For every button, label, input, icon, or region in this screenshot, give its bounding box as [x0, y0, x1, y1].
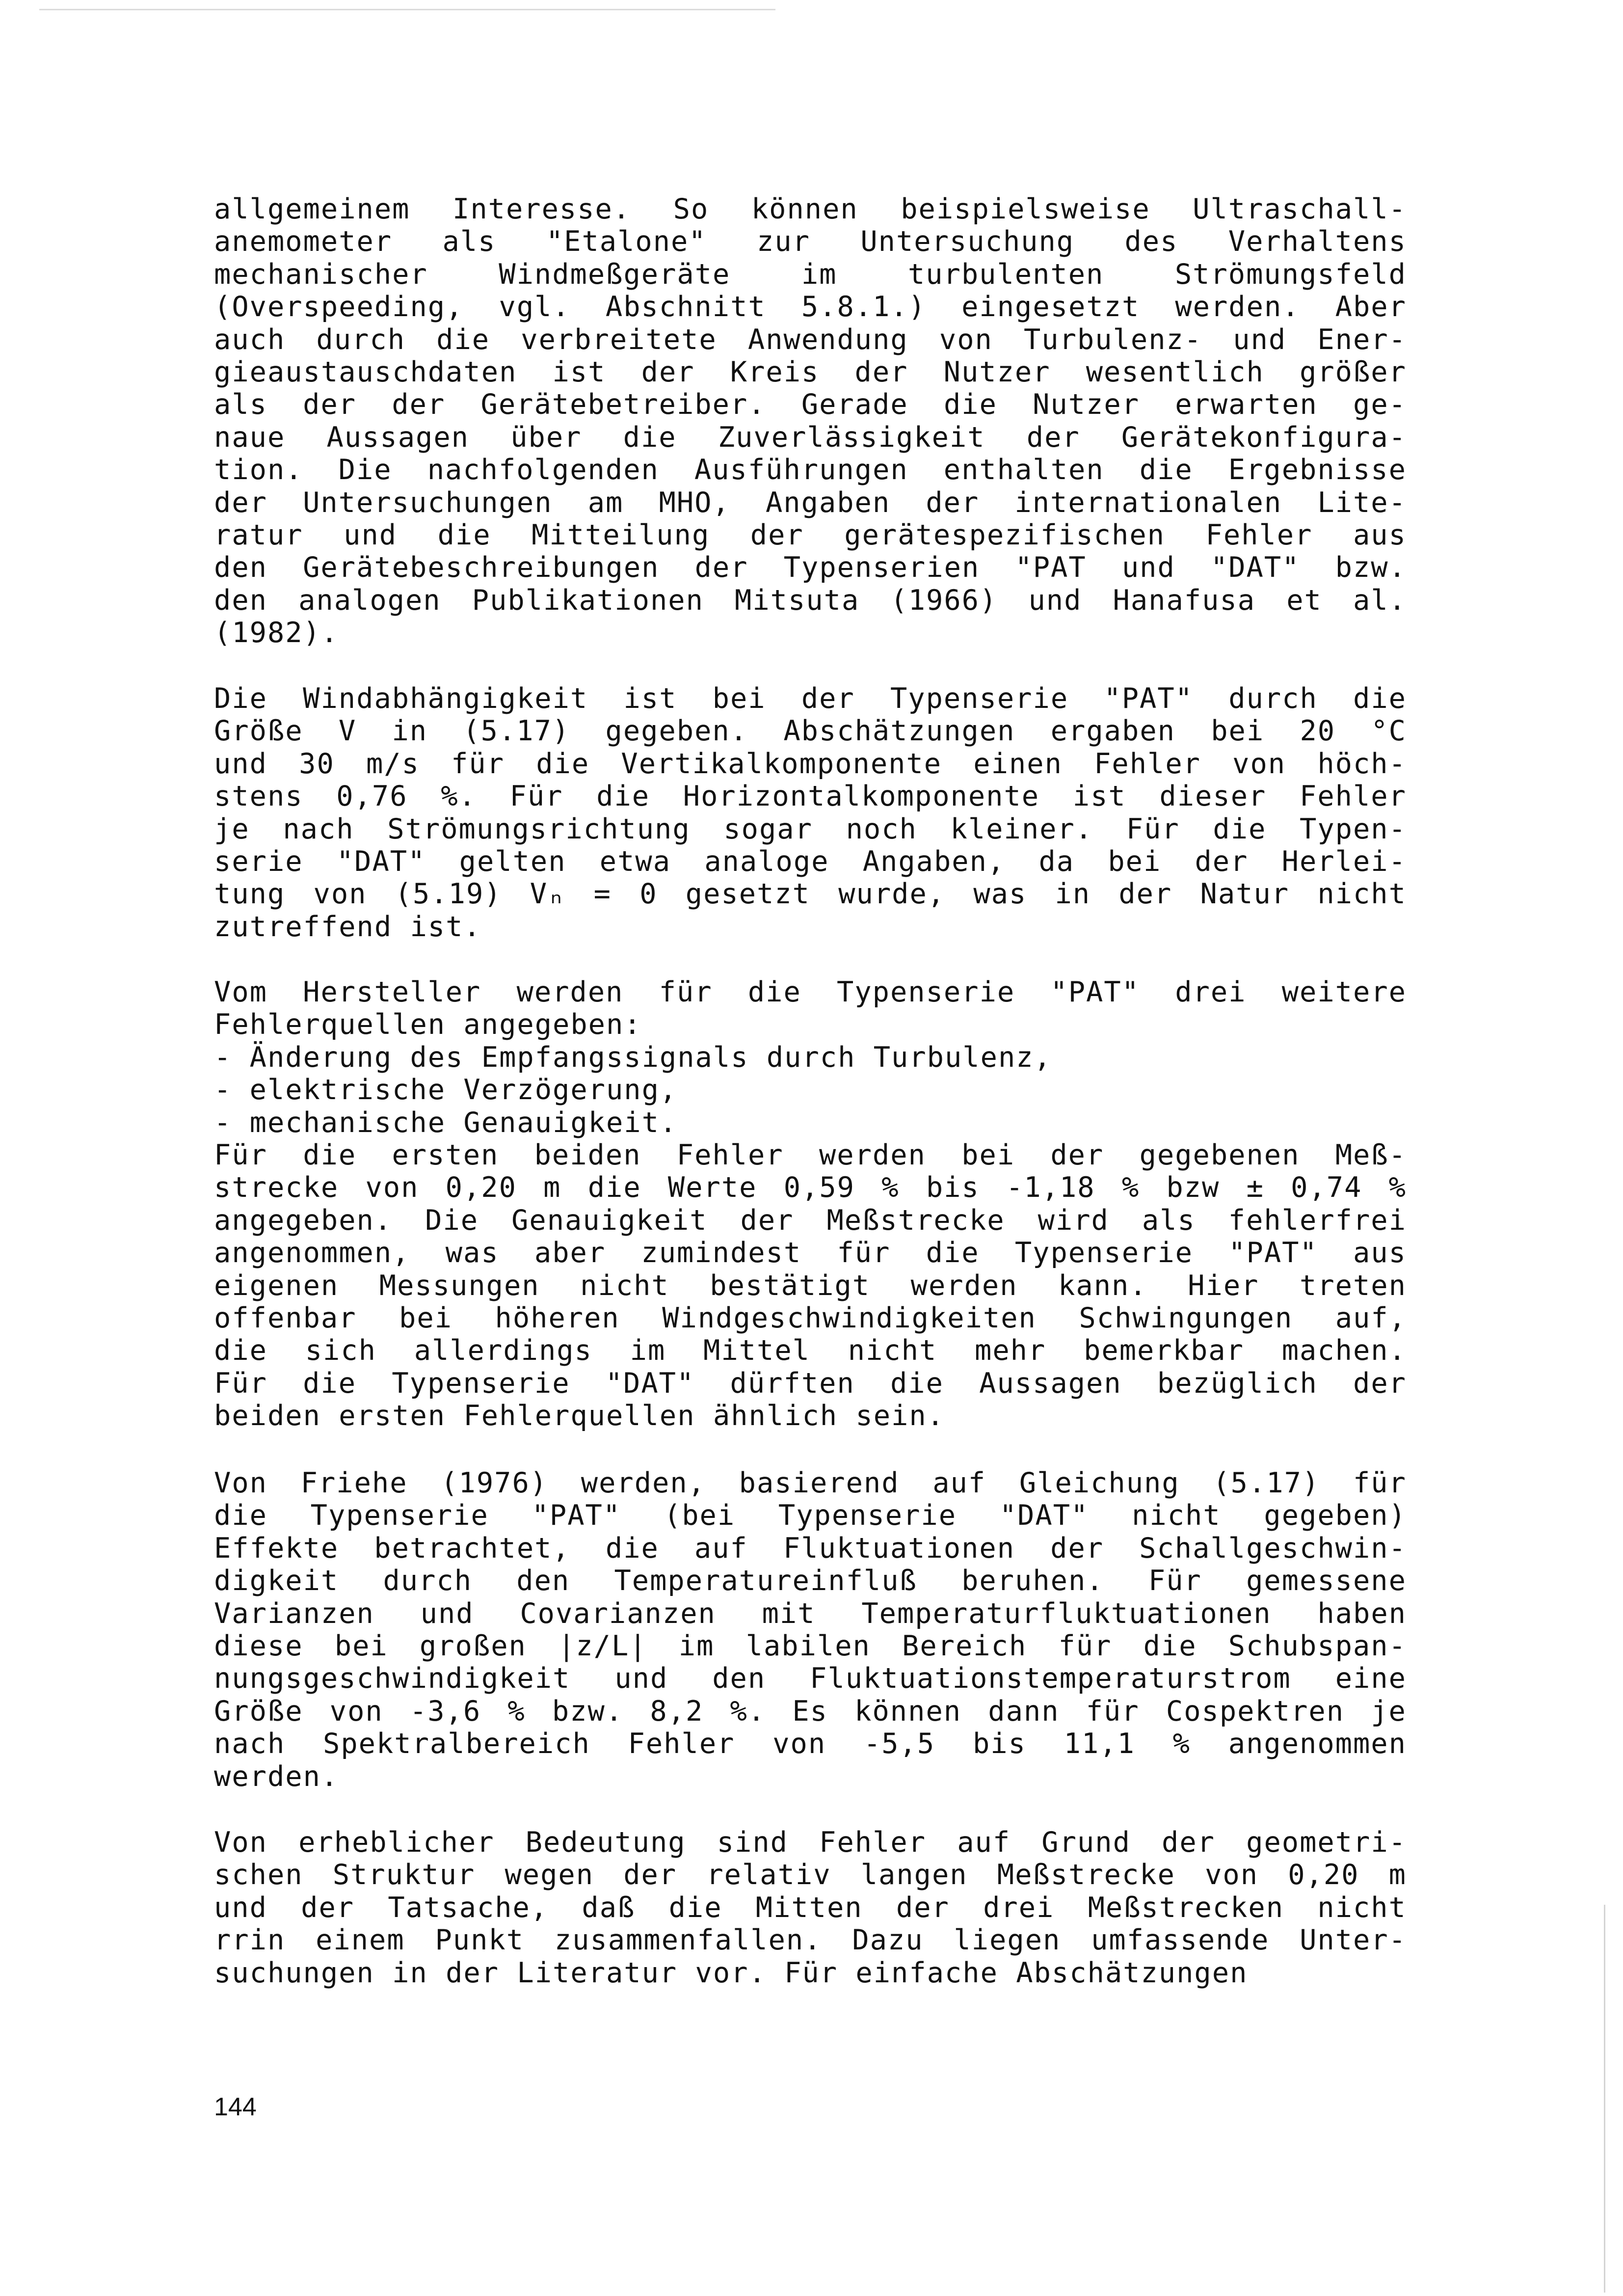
text-line: Varianzen und Covarianzen mit Temperaturfluktuationen haben — [214, 1597, 1407, 1630]
text-line: mechanischer Windmeßgeräte im turbulenten Strömungsfeld — [214, 258, 1407, 291]
text-line: tion. Die nachfolgenden Ausführungen enthalten die Ergebnisse — [214, 454, 1407, 486]
text-line: Für die Typenserie "DAT" dürften die Aussagen bezüglich der — [214, 1367, 1407, 1400]
text-line: Für die ersten beiden Fehler werden bei der gegebenen Meß- — [214, 1138, 1407, 1171]
text-line: Fehlerquellen angegeben: — [214, 1008, 642, 1041]
text-line: (Overspeeding, vgl. Abschnitt 5.8.1.) eingesetzt werden. Aber — [214, 291, 1407, 324]
text-line: nungsgeschwindigkeit und den Fluktuationstemperaturstrom eine — [214, 1662, 1407, 1695]
paragraph-geometry — [214, 1826, 1407, 1989]
text-line: Von erheblicher Bedeutung sind Fehler auf Grund der geometri- — [214, 1826, 1407, 1859]
scan-edge-top — [39, 9, 775, 10]
text-line: digkeit durch den Temperatureinfluß beruhen. Für gemessene — [214, 1565, 1407, 1597]
text-line: auch durch die verbreitete Anwendung von Turbulenz- und Ener- — [214, 323, 1407, 356]
scan-edge-right — [1604, 1905, 1605, 2293]
text-line: je nach Strömungsrichtung sogar noch kleiner. Für die Typen- — [214, 812, 1407, 845]
text-line: und der Tatsache, daß die Mitten der drei Meßstrecken nicht — [214, 1891, 1407, 1924]
text-line: serie "DAT" gelten etwa analoge Angaben, da bei der Herlei- — [214, 845, 1407, 878]
text-line: schen Struktur wegen der relativ langen Meßstrecke von 0,20 m — [214, 1859, 1407, 1891]
text-line: den analogen Publikationen Mitsuta (1966) und Hanafusa et al. — [214, 584, 1407, 617]
text-line: Die Windabhängigkeit ist bei der Typenserie "PAT" durch die — [214, 682, 1407, 715]
text-line: Größe von -3,6 % bzw. 8,2 %. Es können dann für Cospektren je — [214, 1695, 1407, 1728]
text-line: als der der Gerätebetreiber. Gerade die Nutzer erwarten ge- — [214, 388, 1407, 421]
text-line: anemometer als "Etalone" zur Untersuchung des Verhaltens — [214, 225, 1407, 258]
text-line: allgemeinem Interesse. So können beispielsweise Ultraschall- — [214, 193, 1407, 225]
text-line: ratur und die Mitteilung der gerätespezifischen Fehler aus — [214, 518, 1407, 551]
text-line: beiden ersten Fehlerquellen ähnlich sein. — [214, 1400, 945, 1432]
text-line: suchungen in der Literatur vor. Für einfache Abschätzungen — [214, 1956, 1248, 1989]
text-line: rrin einem Punkt zusammenfallen. Dazu liegen umfassende Unter- — [214, 1924, 1407, 1957]
text-line: Von Friehe (1976) werden, basierend auf Gleichung (5.17) für — [214, 1467, 1407, 1499]
text-line: den Gerätebeschreibungen der Typenserien "PAT und "DAT" bzw. — [214, 551, 1407, 584]
text-line: und 30 m/s für die Vertikalkomponente einen Fehler von höch- — [214, 747, 1407, 780]
text-line: - elektrische Verzögerung, — [214, 1074, 678, 1107]
text-line: (1982). — [214, 617, 339, 649]
text-line: stens 0,76 %. Für die Horizontalkomponente ist dieser Fehler — [214, 780, 1407, 813]
text-line: gieaustauschdaten ist der Kreis der Nutzer wesentlich größer — [214, 355, 1407, 388]
text-line: Vom Hersteller werden für die Typenserie "PAT" drei weitere — [214, 976, 1407, 1008]
paragraph-manufacturer-errors — [214, 976, 1407, 1432]
text-line: Effekte betrachtet, die auf Fluktuationen der Schallgeschwin- — [214, 1532, 1407, 1565]
text-line: Größe V in (5.17) gegeben. Abschätzungen ergaben bei 20 °C — [214, 715, 1407, 748]
text-line: strecke von 0,20 m die Werte 0,59 % bis -1,18 % bzw ± 0,74 % — [214, 1171, 1407, 1204]
paragraph-intro — [214, 193, 1407, 649]
text-line: eigenen Messungen nicht bestätigt werden kann. Hier treten — [214, 1269, 1407, 1302]
text-line: offenbar bei höheren Windgeschwindigkeiten Schwingungen auf, — [214, 1301, 1407, 1334]
text-line: angegeben. Die Genauigkeit der Meßstrecke wird als fehlerfrei — [214, 1204, 1407, 1237]
text-line: tung von (5.19) Vₙ = 0 gesetzt wurde, was in der Natur nicht — [214, 878, 1407, 911]
paragraph-friehe — [214, 1467, 1407, 1793]
text-line: - mechanische Genauigkeit. — [214, 1106, 678, 1139]
text-line: nach Spektralbereich Fehler von -5,5 bis 11,1 % angenommen — [214, 1728, 1407, 1760]
text-line: zutreffend ist. — [214, 910, 481, 943]
text-line: naue Aussagen über die Zuverlässigkeit der Gerätekonfigura- — [214, 421, 1407, 454]
text-line: - Änderung des Empfangssignals durch Turbulenz, — [214, 1041, 1052, 1074]
text-line: werden. — [214, 1760, 339, 1793]
text-line: die Typenserie "PAT" (bei Typenserie "DAT" nicht gegeben) — [214, 1499, 1407, 1532]
text-line: der Untersuchungen am MHO, Angaben der internationalen Lite- — [214, 486, 1407, 519]
text-line: angenommen, was aber zumindest für die Typenserie "PAT" aus — [214, 1237, 1407, 1270]
text-line: die sich allerdings im Mittel nicht mehr bemerkbar machen. — [214, 1334, 1407, 1367]
page-number: 144 — [214, 2093, 257, 2121]
paragraph-wind-dependence — [214, 682, 1407, 943]
text-line: diese bei großen |z/L| im labilen Bereich für die Schubspan- — [214, 1629, 1407, 1662]
